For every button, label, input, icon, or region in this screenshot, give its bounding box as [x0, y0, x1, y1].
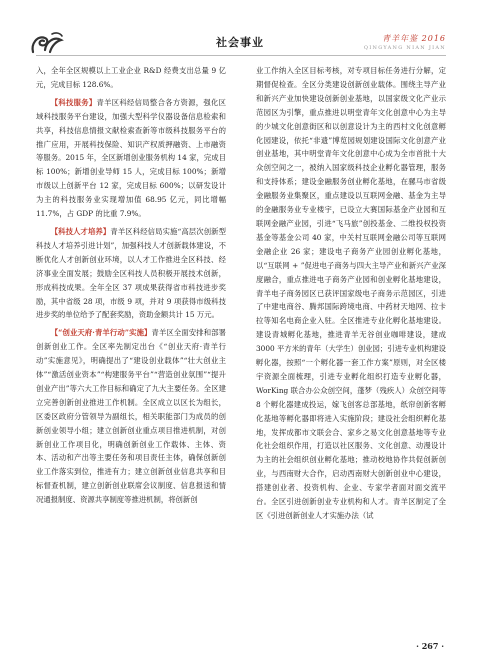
right-column	[256, 64, 446, 523]
paragraph-startup-action	[36, 326, 226, 507]
page-number: · 267 ·	[416, 641, 444, 651]
section-keyword: 【科技人才培养】	[50, 226, 111, 236]
section-title: 社会事业	[216, 36, 264, 49]
paragraph-text: 青羊区科经信局实施“高层次创新型科技人才培养引进计划”，加强科技人才创新载体建设，不断优化人才创新创业环境，以人才工作推进全区科技、经济事业全面发展；鼓励全区科技人员积极开展技术创新，形成科技成果。全年全区 37 项成果获得省市科技进步奖励，其中省级 28 项，市级 9 项，并对 9 项获得市级科技进步奖的单位给予了配套奖励，资助金额共计 15 万元。	[36, 226, 226, 320]
yearbook-title: 青羊年鉴 2016	[382, 34, 446, 43]
section-keyword: 【科技服务】	[50, 97, 97, 107]
section-keyword: 【“创业天府·青羊行动”实施】	[50, 328, 152, 338]
paragraph: 入，全年全区规模以上工业企业 R&D 经费支出总量 9 亿元，完成目标 128.6%。	[36, 66, 226, 89]
yearbook-pinyin: QINGYANG NIAN JIAN	[363, 45, 446, 51]
page-header	[0, 0, 480, 62]
paragraph-tech-services	[36, 96, 226, 221]
paragraph-text: 青羊区全面安排和部署创新创业工作。全区率先制定出台《“创业天府·青羊行动”实施意见》，明确提出了“建设创业载体”“壮大创业主体”“激活创业资本”“构建服务平台”“营造创业氛围”“提升创业产出”等六大工作目标和确定了九大主要任务。全区建立完善创新创业推进工作机制。全区成立以区长为组长，区委区政府分管领导为副组长，相关职能部门为成员的创新创业领导小组；建立创新创业重点项目推进机制，对创新创业工作项目化，明确创新创业工作载体、主体、资本、活动和产出等主要任务和项目责任主体，确保创新创业工作落实到位，推进有力；建立创新创业信息共享和目标督查机制，建立创新创业联席会议制度、信息报送和情况通报制度、资源共享制度等推进机制，将创新创	[36, 328, 226, 505]
paragraph: 业工作纳入全区目标考核，对专项目标任务进行分解，定期督促检查。全区分类建设创新创业载体。围绕主导产业和新兴产业加快建设创新创业基地，以国家级文化产业示范园区为引擎，重点推进以明堂青年文化创意中心为主导的少城文化创意街区和以创意设计为主的西村文化创意孵化园建设，依托“非遗”博览园规划建设国际文化创意产业创业基地，其中明堂青年文化创意中心成为全市首批十大众创空间之一，被纳入国家级科技企业孵化器管理，服务和支持体系；建设金融服务创业孵化基地，在骡马市省级金融服务业集聚区，重点建设以互联网金融、基金为主导的金融服务业专业楼宇，已设立大赛国际基金产业园和互联网金融产业园，引进“飞马旅”创投基金、二维投权投资基金等基金公司 40 家，中关村互联网金融公司等互联网金融企业 26 家；建设电子商务产业园创业孵化基地，以“互联网 + ”促进电子商务与四大主导产业和新兴产业深度融合，重点推进电子商务产业园和创业孵化基地建设，青羊电子商务园区已获评国家级电子商务示范园区，引进了中建电商谷、腾邦国际跨境电商、中药材天地网、拉卡拉等知名电商企业入驻。全区推进专业化孵化基地建设。建设青城孵化基地，推进青羊无谷创业咖啡建设，建成 3000 平方米的青年（大学生）创业园；引进专业机构建设孵化器，按照“一个孵化器一套工作方案”原则，对全区楼宇资源全面梳理，引进专业孵化组织打造专业孵化器，WorKing 联合办公众创空间，蓬梦（残疾人）众创空间等 8 个孵化器建成投运，嫁飞创客总部基地，纸帘创新客孵化基地等孵化器即将进入实施阶段；建设社会组织孵化基地，发挥成都市文联会合、家乡之易文化创意基地等专业化社会组织作用，打造以社区服务、文化创意、动漫设计为主的社会组织创业孵化基地；推动校地协作共促创新创业，与西南财大合作，启动西南财大创新创业中心建设，搭建创业者、投资机构、企业、专家学者面对面交流平台。全区引进创新创业专业机构和人才。青羊区制定了全区《引进创新创业人才实施办法（试	[256, 66, 446, 520]
paragraph-talent	[36, 225, 226, 322]
paragraph-text: 青羊区科经信局整合各方资源，强化区域科技服务平台建设，加强大型科学仪器设备信息检索和共享，科技信息情报文献检索查新等市级科技服务平台的推广应用，开展科技保险、知识产权质押融资、上市融资等服务。2015 年，全区新增创业服务机构 14 家，完成目标 100%；新增创业导师 15 人，完成目标 100%；新增市级以上创新平台 12 家，完成目标 600%；以研发设计为主的科技服务业实现增加值 68.95 亿元，同比增幅 11.7%，占 GDP 的比重 7.9%。	[36, 97, 226, 219]
header-rule	[36, 55, 446, 56]
left-column	[36, 64, 226, 507]
